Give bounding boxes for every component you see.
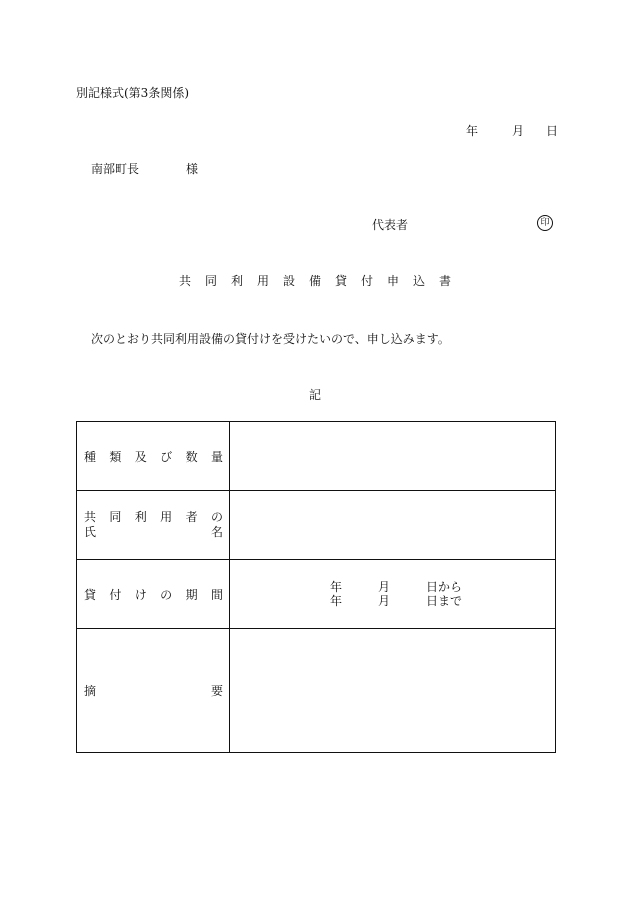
document-title: 共同利用設備貸付申込書 [178, 274, 465, 288]
remarks-field[interactable] [230, 629, 556, 753]
period-from-day: 日から [426, 580, 463, 594]
date-line [466, 122, 558, 139]
date-month: 月 [512, 124, 525, 138]
period-from-month: 月 [378, 580, 391, 594]
addressee-honorific: 様 [186, 162, 199, 176]
type-and-quantity-field[interactable] [230, 422, 556, 491]
co-user-name-field[interactable] [230, 491, 556, 560]
table-row [77, 629, 556, 753]
loan-period-label: 貸 付 け の 期 間 [77, 560, 230, 629]
table-row [77, 422, 556, 491]
period-to-month: 月 [378, 594, 391, 608]
remarks-label: 摘 要 [77, 629, 230, 753]
representative-label: 代表者 [372, 218, 409, 232]
period-to-day: 日まで [426, 594, 463, 608]
loan-period-field[interactable] [230, 560, 556, 629]
loan-period-dates [330, 580, 555, 608]
period-to-year: 年 [330, 594, 343, 608]
application-statement: 次のとおり共同利用設備の貸付けを受けたいので、申し込みます。 [91, 332, 450, 346]
ki-marker: 記 [308, 388, 321, 402]
addressee-name: 南部町長 [91, 162, 140, 176]
period-from-year: 年 [330, 580, 343, 594]
details-table [76, 421, 556, 753]
date-year: 年 [466, 124, 479, 138]
addressee [91, 160, 198, 177]
table-row [77, 491, 556, 560]
table-row [77, 560, 556, 629]
date-day: 日 [546, 124, 559, 138]
seal-mark: 印 [537, 215, 553, 231]
type-and-quantity-label: 種 類 及 び 数 量 [77, 422, 230, 491]
form-number-label: 別記様式(第3条関係) [76, 86, 189, 100]
co-user-name-label: 共 同 利 用 者 の 氏 名 [77, 491, 230, 560]
